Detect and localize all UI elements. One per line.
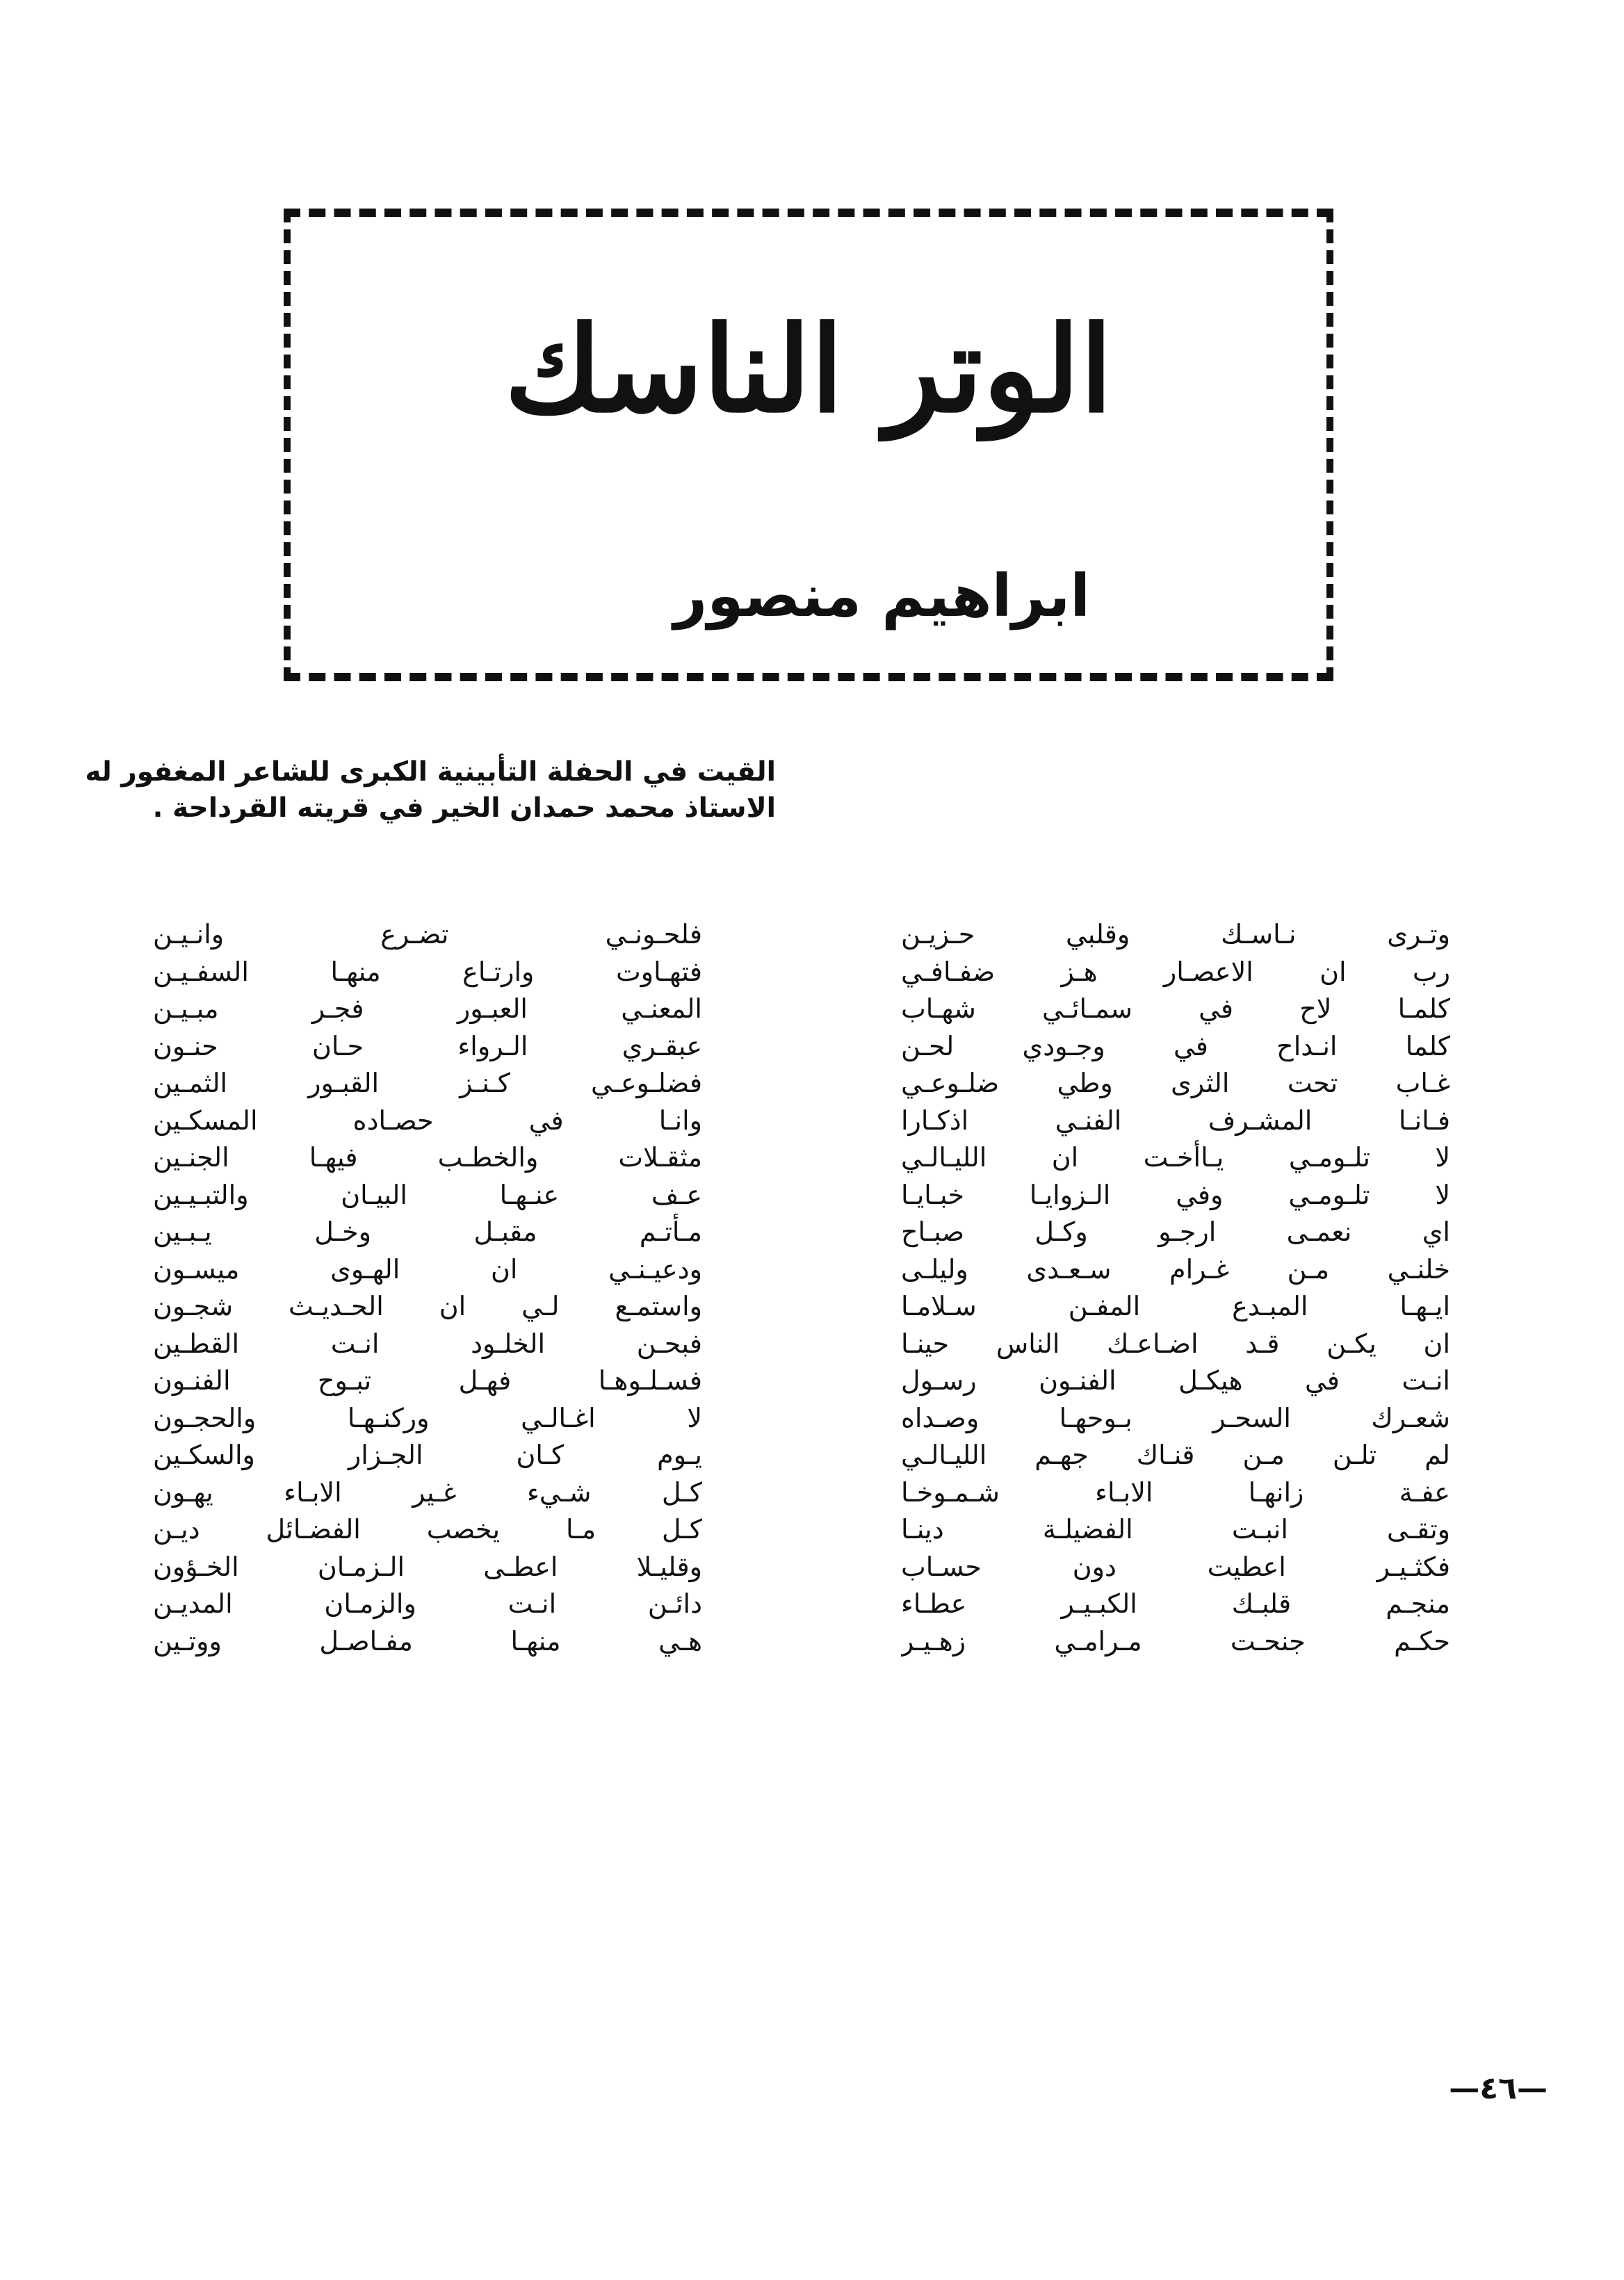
verse-first-hemistich: خلنـي مـن غـرام سـعـدى وليلـى [901, 1253, 1450, 1285]
verse-second-hemistich: فتهـاوت وارتـاع منهـا السفـيـن [153, 956, 702, 987]
verse-first-hemistich: فكثـيـر اعطيت دون حسـاب [901, 1551, 1450, 1582]
verse-second-hemistich: فلحـونـي تضـرع وانـيـن [153, 919, 702, 950]
verse-first-hemistich: ان يكـن قـد اضـاعـك الناس حينـا [901, 1328, 1450, 1359]
verse-second-hemistich: مثقـلات والخطـب فيهـا الجنـين [153, 1142, 702, 1173]
poem-left-column [153, 916, 702, 1660]
verse-second-hemistich: فبحـن الخلـود انـت القطـين [153, 1328, 702, 1359]
verse-first-hemistich: لا تلـومـي وفي الـزوايـا خبـايـا [901, 1179, 1450, 1210]
verse-second-hemistich: المعنـي العبـور فجـر مبـيـن [153, 993, 702, 1024]
verse-second-hemistich: دائـن انـت والزمـان المديـن [153, 1588, 702, 1619]
verse-first-hemistich: ايـهـا المبـدع المفـن سـلامـا [901, 1291, 1450, 1321]
verse-first-hemistich: رب ان الاعصـار هـز ضفـافـي [901, 956, 1450, 987]
verse-first-hemistich: كلما انـداح في وجـودي لحـن [901, 1030, 1450, 1061]
verse-second-hemistich: لا اغـالـي وركنـهـا والحجـون [153, 1402, 702, 1433]
verse-first-hemistich: حكـم جنحـت مـرامـي زهـيـر [901, 1625, 1450, 1656]
intro-line: القيت في الحفلة التأبينية الكبرى للشاعر المغفور له [85, 756, 776, 788]
verse-first-hemistich: منجـم قلبـك الكبـيـر عطـاء [901, 1588, 1450, 1619]
verse-second-hemistich: هـي منهـا مفـاصـل ووتـين [153, 1625, 702, 1656]
page-number: —٤٦— [1449, 2071, 1548, 2106]
verse-first-hemistich: لم تلـن مـن قنـاك جهـم الليـالـي [901, 1440, 1450, 1470]
author-name: ابراهيم منصور [673, 562, 1090, 630]
poem-right-column [901, 916, 1450, 1660]
verse-second-hemistich: وانـا في حصـاده المسكـين [153, 1105, 702, 1136]
verse-first-hemistich: شعـرك السحـر بـوحهـا وصـداه [901, 1402, 1450, 1433]
verse-second-hemistich: يـوم كـان الجـزار والسكـين [153, 1440, 702, 1470]
intro-note [53, 754, 776, 826]
verse-first-hemistich: عفـة زانهـا الابـاء شـمـوخـا [901, 1476, 1450, 1508]
verse-second-hemistich: وقليـلا اعطـى الـزمـان الخـؤون [153, 1551, 702, 1582]
verse-second-hemistich: كـل شـيء غـير الابـاء يهـون [153, 1476, 702, 1508]
poem-title: الوتر الناسك [504, 300, 1113, 439]
verse-second-hemistich: فسـلـوهـا فهـل تبـوح الفنـون [153, 1365, 702, 1396]
verse-second-hemistich: ودعيـنـي ان الهـوى ميسـون [153, 1253, 702, 1285]
title-frame [284, 209, 1333, 681]
verse-second-hemistich: كـل مـا يخصب الفضـائل ديـن [153, 1514, 702, 1545]
verse-second-hemistich: فضلـوعـي كـنـز القبـور الثمـين [153, 1068, 702, 1098]
intro-line: الاستاذ محمد حمدان الخير في قريته القرداحة . [152, 792, 776, 824]
verse-second-hemistich: عبقـري الـرواء حـان حنـون [153, 1030, 702, 1061]
verse-second-hemistich: عـف عنـهـا البيـان والتبـيـين [153, 1179, 702, 1210]
verse-first-hemistich: اي نعمـى ارجـو وكـل صبـاح [901, 1216, 1450, 1247]
verse-first-hemistich: وتقـى انبـت الفضيلـة دينـا [901, 1514, 1450, 1545]
verse-first-hemistich: كلمـا لاح في سمـائـي شهـاب [901, 993, 1450, 1024]
verse-second-hemistich: مـأتـم مقبـل وخـل يـبـين [153, 1216, 702, 1247]
verse-first-hemistich: غـاب تحت الثرى وطي ضلـوعـي [901, 1068, 1450, 1098]
verse-first-hemistich: انـت في هيكـل الفنـون رسـول [901, 1365, 1450, 1396]
verse-first-hemistich: فـانـا المشـرف الفنـي اذكـارا [901, 1105, 1450, 1136]
verse-first-hemistich: وتـرى نـاسـك وقلبي حـزيـن [901, 919, 1450, 950]
verse-first-hemistich: لا تلـومـي يـاأخـت ان الليـالـي [901, 1142, 1450, 1173]
verse-second-hemistich: واستمـع لـي ان الحـديـث شجـون [153, 1291, 702, 1321]
